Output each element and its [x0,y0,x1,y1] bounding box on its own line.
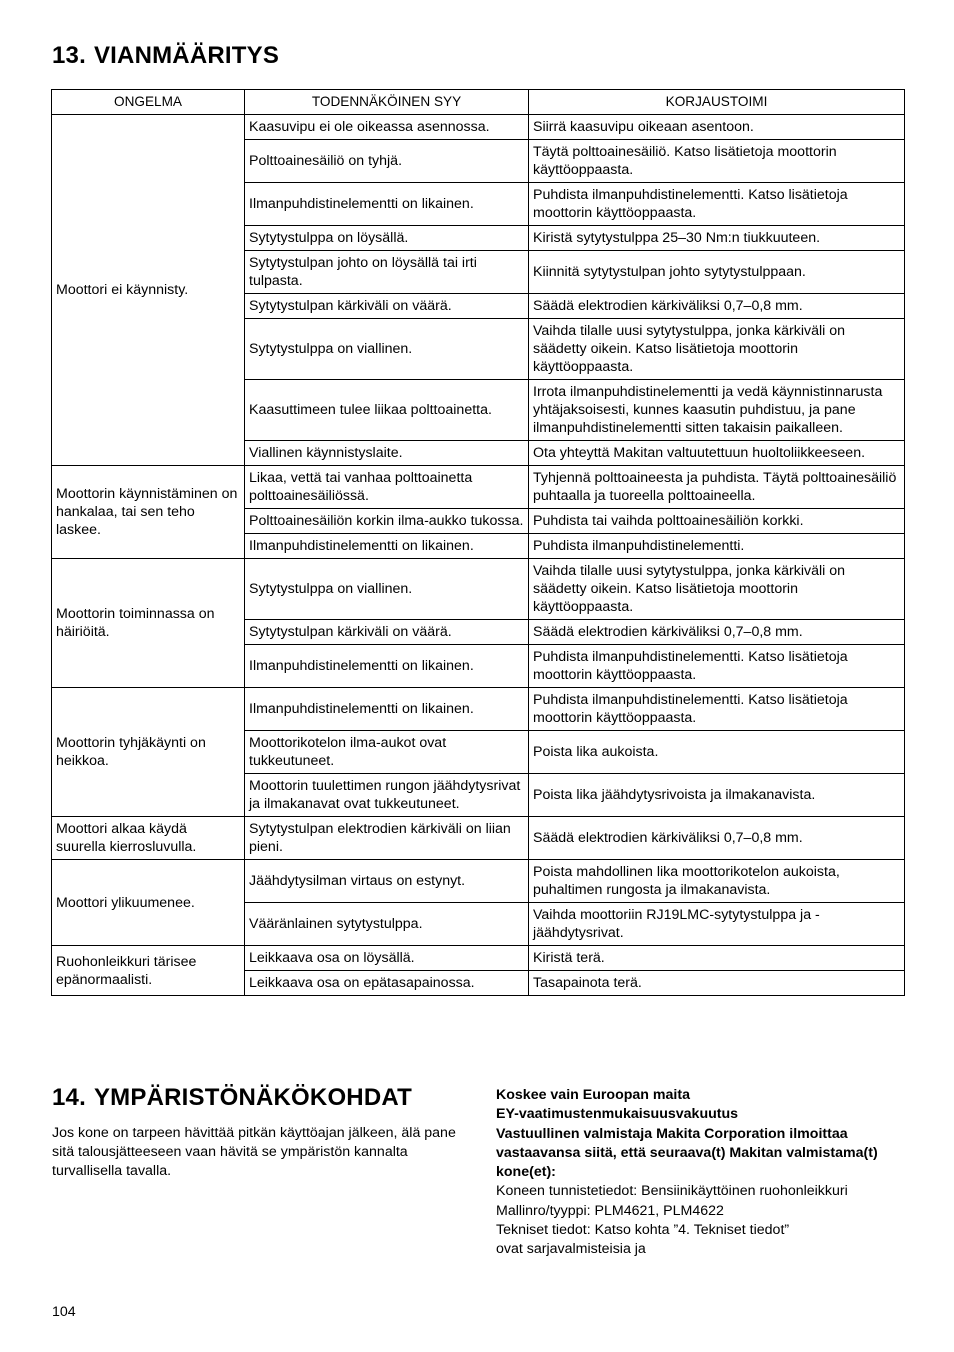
cause-cell: Moottorikotelon ilma-aukot ovat tukkeutuneet. [245,731,529,774]
problem-cell: Moottorin toiminnassa on häiriöitä. [52,559,245,688]
cause-cell: Polttoainesäiliö on tyhjä. [245,140,529,183]
cause-cell: Ilmanpuhdistinelementti on likainen. [245,183,529,226]
section-14-number: 14. [52,1084,86,1111]
page-number: 104 [52,1304,76,1320]
problem-cell: Moottorin tyhjäkäynti on heikkoa. [52,688,245,817]
fix-cell: Vaihda moottoriin RJ19LMC-sytytystulppa ja -jäähdytysrivat. [529,903,905,946]
eu-model-type: Mallinro/tyyppi: PLM4621, PLM4622 [496,1202,724,1219]
eu-manufacturer-statement: Vastuullinen valmistaja Makita Corporation ilmoittaa vastaavansa siitä, että seuraava(t) Makitan valmistama(t) kone(et): [496,1125,878,1181]
eu-scope-line: Koskee vain Euroopan maita [496,1087,690,1103]
fix-cell: Irrota ilmanpuhdistinelementti ja vedä käynnistinnarusta yhtäjaksoisesti, kunnes kaasutin puhdistuu, ja pane ilmanpuhdistinelementti sitten takaisin paikalleen. [529,380,905,441]
table-header-row [52,90,905,115]
problem-cell: Moottori alkaa käydä suurella kierrosluvulla. [52,817,245,860]
table-row [52,817,905,860]
cause-cell: Sytytystulpan kärkiväli on väärä. [245,294,529,319]
fix-cell: Kiristä sytytystulppa 25–30 Nm:n tiukkuuteen. [529,226,905,251]
eu-series-statement: ovat sarjavalmisteisia ja [496,1241,646,1258]
table-row [52,466,905,509]
problem-cell: Moottori ei käynnisty. [52,115,245,466]
fix-cell: Säädä elektrodien kärkiväliksi 0,7–0,8 mm. [529,620,905,645]
fix-cell: Puhdista ilmanpuhdistinelementti. [529,534,905,559]
cause-cell: Jäähdytysilman virtaus on estynyt. [245,860,529,903]
cause-cell: Sytytystulpan elektrodien kärkiväli on liian pieni. [245,817,529,860]
cause-cell: Kaasuvipu ei ole oikeassa asennossa. [245,115,529,140]
problem-cell: Ruohonleikkuri tärisee epänormaalisti. [52,946,245,996]
cause-cell: Ilmanpuhdistinelementti on likainen. [245,645,529,688]
fix-cell: Säädä elektrodien kärkiväliksi 0,7–0,8 mm. [529,294,905,319]
cause-cell: Ilmanpuhdistinelementti on likainen. [245,534,529,559]
fix-cell: Poista lika jäähdytysrivoista ja ilmakanavista. [529,774,905,817]
fix-cell: Siirrä kaasuvipu oikeaan asentoon. [529,115,905,140]
table-body [52,115,905,996]
fix-cell: Tyhjennä polttoaineesta ja puhdista. Täytä polttoainesäiliö puhtaalla ja tuoreella polttoaineella. [529,466,905,509]
table-row [52,946,905,971]
section-14-heading [52,1084,412,1112]
fix-cell: Kiristä terä. [529,946,905,971]
cause-cell: Viallinen käynnistyslaite. [245,441,529,466]
fix-cell: Kiinnitä sytytystulpan johto sytytystulppaan. [529,251,905,294]
table-row [52,860,905,903]
eu-declaration-title: EY-vaatimustenmukaisuusvakuutus [496,1106,739,1123]
header-problem: ONGELMA [52,90,245,115]
fix-cell: Täytä polttoainesäiliö. Katso lisätietoja moottorin käyttöoppaasta. [529,140,905,183]
fix-cell: Vaihda tilalle uusi sytytystulppa, jonka kärkiväli on säädetty oikein. Katso lisätietoja moottorin käyttöoppaasta. [529,559,905,620]
cause-cell: Kaasuttimeen tulee liikaa polttoainetta. [245,380,529,441]
cause-cell: Leikkaava osa on epätasapainossa. [245,971,529,996]
troubleshooting-table [51,89,905,996]
fix-cell: Puhdista ilmanpuhdistinelementti. Katso lisätietoja moottorin käyttöoppaasta. [529,688,905,731]
eu-machine-designation: Koneen tunnistetiedot: Bensiinikäyttöinen ruohonleikkuri [496,1183,848,1200]
cause-cell: Polttoainesäiliön korkin ilma-aukko tukossa. [245,509,529,534]
cause-cell: Moottorin tuulettimen rungon jäähdytysrivat ja ilmakanavat ovat tukkeutuneet. [245,774,529,817]
fix-cell: Tasapainota terä. [529,971,905,996]
fix-cell: Puhdista tai vaihda polttoainesäiliön korkki. [529,509,905,534]
fix-cell: Puhdista ilmanpuhdistinelementti. Katso lisätietoja moottorin käyttöoppaasta. [529,183,905,226]
fix-cell: Vaihda tilalle uusi sytytystulppa, jonka kärkiväli on säädetty oikein. Katso lisätietoja moottorin käyttöoppaasta. [529,319,905,380]
fix-cell: Poista mahdollinen lika moottorikotelon aukoista, puhaltimen rungosta ja ilmakanavista. [529,860,905,903]
cause-cell: Sytytystulppa on viallinen. [245,559,529,620]
table-row [52,559,905,620]
section-13-title: VIANMÄÄRITYS [93,42,280,69]
fix-cell: Ota yhteyttä Makitan valtuutettuun huoltoliikkeeseen. [529,441,905,466]
problem-cell: Moottorin käynnistäminen on hankalaa, tai sen teho laskee. [52,466,245,559]
cause-cell: Likaa, vettä tai vanhaa polttoainetta polttoainesäiliössä. [245,466,529,509]
problem-cell: Moottori ylikuumenee. [52,860,245,946]
cause-cell: Vääränlainen sytytystulppa. [245,903,529,946]
cause-cell: Sytytystulpan kärkiväli on väärä. [245,620,529,645]
table-row [52,688,905,731]
section-14-title: YMPÄRISTÖNÄKÖKOHDAT [93,1084,412,1111]
cause-cell: Sytytystulpan johto on löysällä tai irti tulpasta. [245,251,529,294]
section-13-number: 13. [52,42,86,69]
section-13-heading [52,42,279,70]
fix-cell: Puhdista ilmanpuhdistinelementti. Katso lisätietoja moottorin käyttöoppaasta. [529,645,905,688]
header-cause: TODENNÄKÖINEN SYY [245,90,529,115]
eu-specifications: Tekniset tiedot: Katso kohta ”4. Tekniset tiedot” [496,1222,790,1239]
cause-cell: Sytytystulppa on viallinen. [245,319,529,380]
cause-cell: Leikkaava osa on löysällä. [245,946,529,971]
fix-cell: Säädä elektrodien kärkiväliksi 0,7–0,8 mm. [529,817,905,860]
cause-cell: Ilmanpuhdistinelementti on likainen. [245,688,529,731]
table-row [52,115,905,140]
fix-cell: Poista lika aukoista. [529,731,905,774]
eu-declaration [496,1086,904,1260]
header-fix: KORJAUSTOIMI [529,90,905,115]
environment-paragraph: Jos kone on tarpeen hävittää pitkän käyttöajan jälkeen, älä pane sitä talousjätteeseen vaan hävitä se ympäristön kannalta turvallisella tavalla. [52,1125,456,1179]
cause-cell: Sytytystulppa on löysällä. [245,226,529,251]
